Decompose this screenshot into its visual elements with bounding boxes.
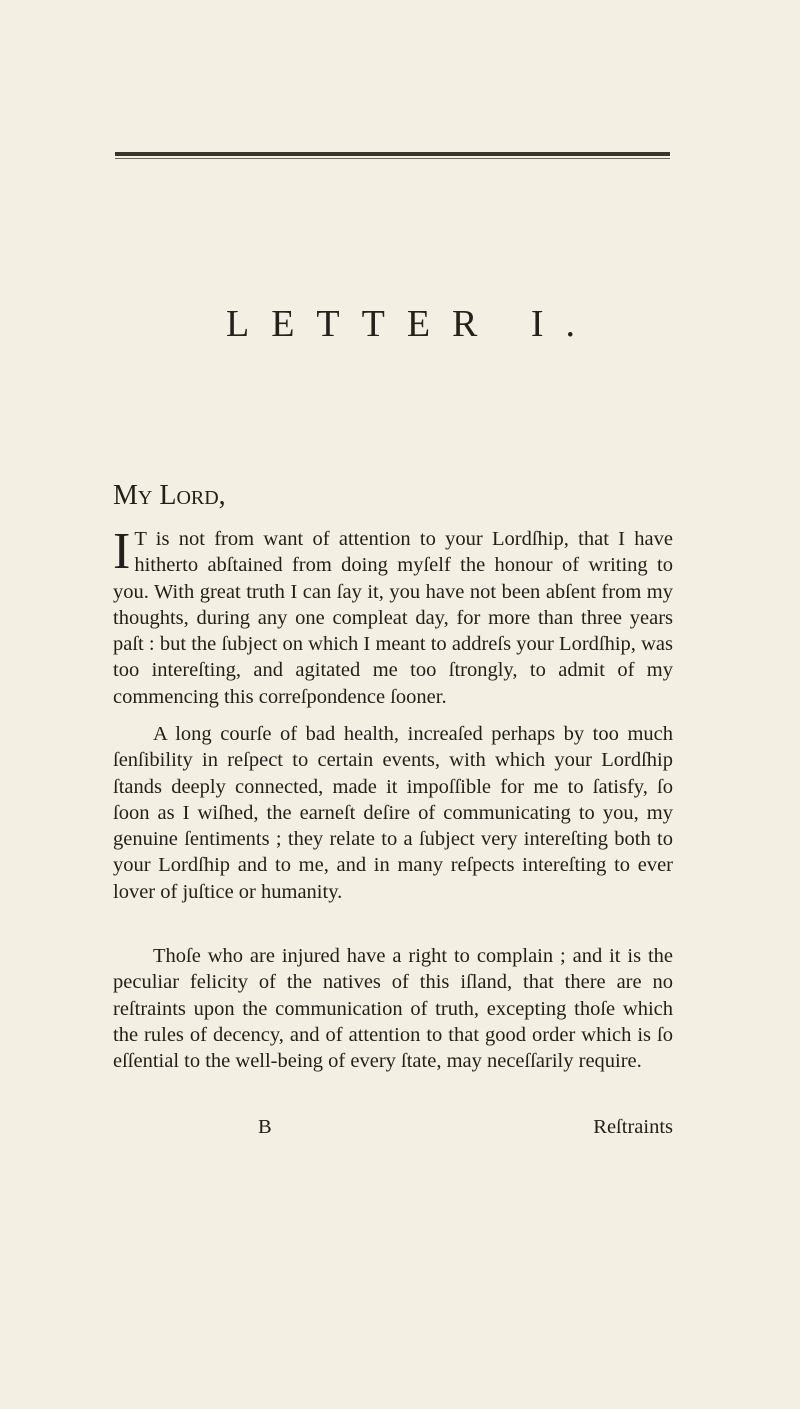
drop-cap: I	[113, 523, 131, 580]
paragraph-2: A long courſe of bad health, increaſed perhaps by too much ſenſibility in reſpect to certain events, with which your Lordſhip ſtands deeply connected, made it impoſſible for me to ſatisfy, ſo ſoon as I wiſhed, the earneſt deſire of communicating to you, my genuine ſentiments ; they relate to a ſubject very intereſting both to your Lordſhip and to me, and in many reſpects intereſting to ever lover of juſtice or humanity.	[113, 723, 673, 903]
salutation: My Lord,	[113, 480, 226, 511]
paragraph-1	[113, 523, 673, 710]
header-rule	[115, 152, 670, 156]
header-rule-thin	[115, 158, 670, 159]
letter-heading: LETTER I.	[226, 303, 598, 345]
signature-mark: B	[258, 1116, 272, 1138]
paragraph-1-text: T is not from want of attention to your Lordſhip, that I have hitherto abſtained from doing myſelf the honour of writing to you. With great truth I can ſay it, you have not been abſent from my thoughts, during any one compleat day, for more than three years paſt : but the ſubject on which I meant to addreſs your Lordſhip, was too intereſting, and agitated me too ſtrongly, to admit of my commencing this correſpondence ſooner.	[113, 528, 673, 708]
page-footer	[113, 1116, 673, 1144]
catchword: Reſtraints	[593, 1116, 673, 1138]
paragraph-3: Thoſe who are injured have a right to complain ; and it is the peculiar felicity of the natives of this iſland, that there are no reſtraints upon the communication of truth, excepting thoſe which the rules of decency, and of attention to that good order which is ſo eſſential to the well-being of every ſtate, may neceſſarily require.	[113, 945, 673, 1073]
